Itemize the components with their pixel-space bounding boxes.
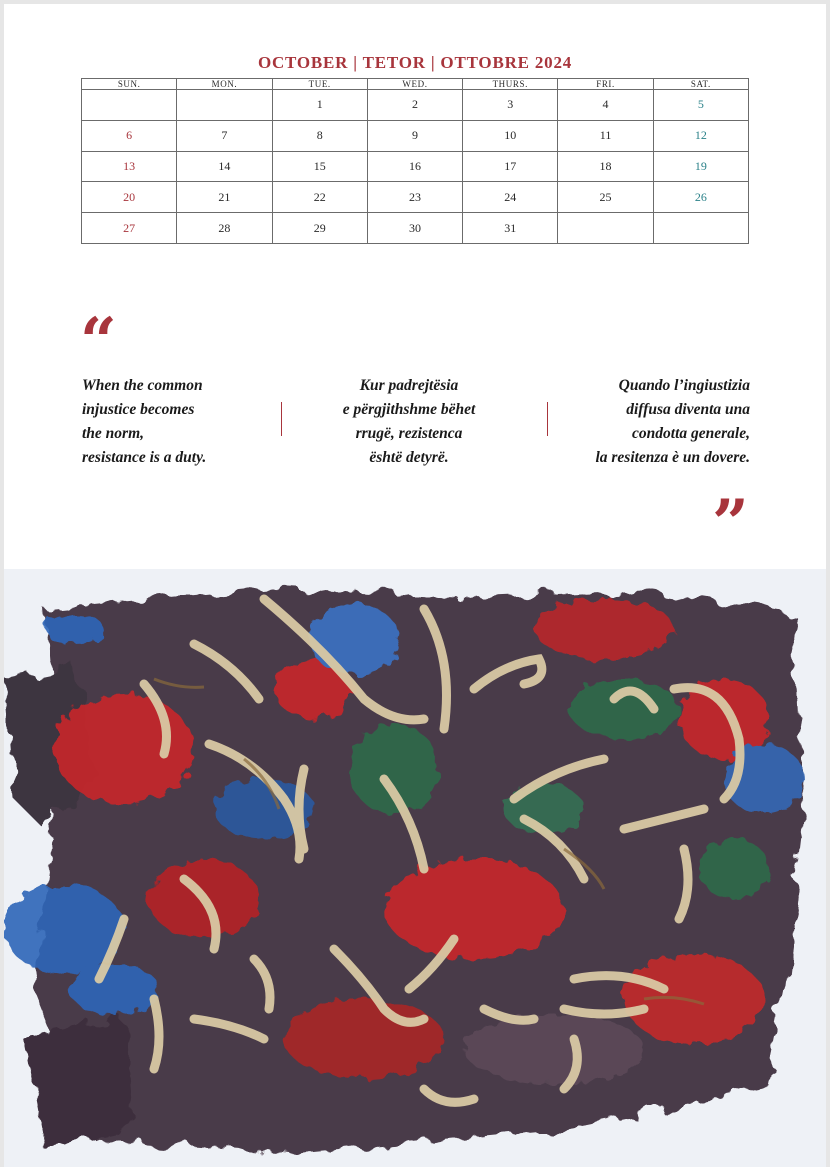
- week-row: [82, 90, 749, 121]
- day-cell: 20: [82, 182, 177, 213]
- day-cell: 5: [653, 90, 748, 121]
- day-cell: 31: [463, 213, 558, 244]
- day-cell: 7: [177, 120, 272, 151]
- quote-line: diffusa diventa una: [626, 401, 750, 418]
- weekday-header: TUE.: [272, 79, 367, 90]
- day-cell: 28: [177, 213, 272, 244]
- quote-english: [82, 374, 282, 470]
- day-cell: 17: [463, 151, 558, 182]
- weekday-header: MON.: [177, 79, 272, 90]
- quote-line: la resitenza è un dovere.: [595, 449, 750, 466]
- day-cell: 1: [272, 90, 367, 121]
- day-cell: 16: [367, 151, 462, 182]
- quote-line: rrugë, rezistenca: [355, 425, 463, 442]
- day-cell: 13: [82, 151, 177, 182]
- weekday-header-row: [82, 79, 749, 90]
- day-cell: 26: [653, 182, 748, 213]
- quote-line: është detyrë.: [369, 449, 449, 466]
- painting-artwork: [4, 569, 826, 1167]
- day-cell: 14: [177, 151, 272, 182]
- day-cell: 11: [558, 120, 653, 151]
- quote-albanian: [299, 374, 519, 470]
- day-cell: [558, 213, 653, 244]
- day-cell: 30: [367, 213, 462, 244]
- weekday-header: WED.: [367, 79, 462, 90]
- quote-line: condotta generale,: [632, 425, 750, 442]
- weekday-header: THURS.: [463, 79, 558, 90]
- day-cell: [653, 213, 748, 244]
- day-cell: 9: [367, 120, 462, 151]
- weekday-header: FRI.: [558, 79, 653, 90]
- week-row: [82, 182, 749, 213]
- quote-line: injustice becomes: [82, 401, 195, 418]
- week-row: [82, 213, 749, 244]
- day-cell: 23: [367, 182, 462, 213]
- day-cell: [177, 90, 272, 121]
- day-cell: 29: [272, 213, 367, 244]
- day-cell: 6: [82, 120, 177, 151]
- day-cell: 4: [558, 90, 653, 121]
- day-cell: 24: [463, 182, 558, 213]
- day-cell: 12: [653, 120, 748, 151]
- day-cell: 22: [272, 182, 367, 213]
- quote-line: When the common: [82, 377, 203, 394]
- quote-divider: [281, 402, 282, 436]
- quote-italian: [520, 374, 750, 470]
- day-cell: 15: [272, 151, 367, 182]
- close-quote-mark: ”: [712, 486, 749, 561]
- weekday-header: SAT.: [653, 79, 748, 90]
- abstract-painting: [4, 569, 826, 1167]
- quote-line: the norm,: [82, 425, 145, 442]
- quote-line: Kur padrejtësia: [359, 377, 459, 394]
- calendar-grid: [81, 78, 749, 244]
- weekday-header: SUN.: [82, 79, 177, 90]
- open-quote-mark: “: [80, 304, 117, 379]
- calendar-page: [4, 4, 826, 1167]
- quote-line: resistance is a duty.: [82, 449, 207, 466]
- day-cell: 10: [463, 120, 558, 151]
- day-cell: 2: [367, 90, 462, 121]
- month-title: OCTOBER | TETOR | OTTOBRE 2024: [257, 53, 573, 72]
- day-cell: 19: [653, 151, 748, 182]
- week-row: [82, 151, 749, 182]
- week-row: [82, 120, 749, 151]
- day-cell: 8: [272, 120, 367, 151]
- quote-line: e përgjithshme bëhet: [342, 401, 476, 418]
- day-cell: 25: [558, 182, 653, 213]
- day-cell: [82, 90, 177, 121]
- quote-line: Quando l’ingiustizia: [618, 377, 750, 394]
- day-cell: 18: [558, 151, 653, 182]
- day-cell: 21: [177, 182, 272, 213]
- day-cell: 27: [82, 213, 177, 244]
- day-cell: 3: [463, 90, 558, 121]
